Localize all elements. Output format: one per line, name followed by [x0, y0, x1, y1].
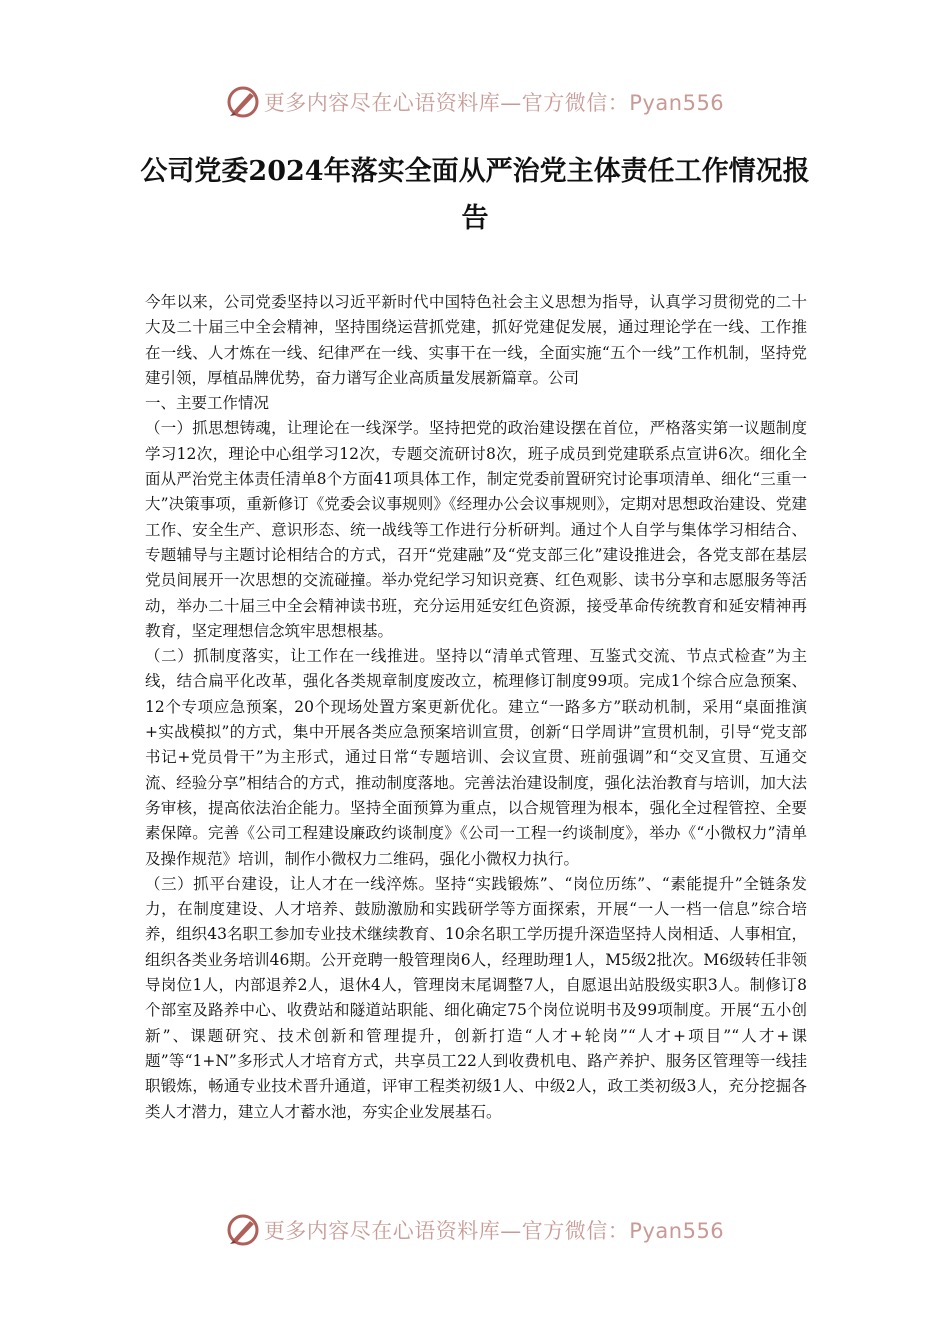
page-title: 公司党委2024年落实全面从严治党主体责任工作情况报告	[140, 156, 810, 234]
header-banner	[0, 80, 950, 124]
header-banner-text: 更多内容尽在心语资料库—官方微信：Pyan556	[263, 91, 725, 115]
paragraph-platform: （三）抓平台建设，让人才在一线淬炼。坚持“实践锻炼”、“岗位历练”、“素能提升”全链条发力，在制度建设、人才培养、鼓励激励和实践研学等方面探索，开展“一人一档一信息”综合培养，组织43名职工参加专业技术继续教育、10余名职工学历提升深造坚持人岗相适、人事相宜，组织各类业务培训46期。公开竞聘一般管理岗6人，经理助理1人，M5级2批次。M6级转任非领导岗位1人，内部退养2人，退休4人，管理岗末尾调整7人，自愿退出站股级实职3人。制修订8个部室及路养中心、收费站和隧道站职能、细化确定75个岗位说明书及99项制度。开展“五小创新”、课题研究、技术创新和管理提升，创新打造“人才+轮岗”“人才+项目”“人才+课题”等“1+N”多形式人才培育方式，共享员工22人到收费机电、路产养护、服务区管理等一线挂职锻炼，畅通专业技术晋升通道，评审工程类初级1人、中级2人，政工类初级3人，充分挖掘各类人才潜力，建立人才蓄水池，夯实企业发展基石。	[145, 874, 807, 1121]
pen-logo-icon	[226, 1213, 260, 1247]
paragraph-thought: （一）抓思想铸魂，让理论在一线深学。坚持把党的政治建设摆在首位，严格落实第一议题制度学习12次，理论中心组学习12次，专题交流研讨8次，班子成员到党建联系点宣讲6次。细化全面从严治党主体责任清单8个方面41项具体工作，制定党委前置研究讨论事项清单、细化“三重一大”决策事项，重新修订《党委会议事规则》《经理办公会议事规则》，定期对思想政治建设、党建工作、安全生产、意识形态、统一战线等工作进行分析研判。通过个人自学与集体学习相结合、专题辅导与主题讨论相结合的方式，召开“党建融”及“党支部三化”建设推进会，各党支部在基层党员间展开一次思想的交流碰撞。举办党纪学习知识竞赛、红色观影、读书分享和志愿服务等活动，举办二十届三中全会精神读书班，充分运用延安红色资源，接受革命传统教育和延安精神再教育，坚定理想信念筑牢思想根基。	[145, 419, 807, 640]
paragraph-system: （二）抓制度落实，让工作在一线推进。坚持以“清单式管理、互鉴式交流、节点式检查”为主线，结合扁平化改革，强化各类规章制度废改立，梳理修订制度99项。完成1个综合应急预案、12个专项应急预案，20个现场处置方案更新优化。建立“一路多方”联动机制，采用“桌面推演+实战模拟”的方式，集中开展各类应急预案培训宣贯，创新“日学周讲”宣贯机制，引导“党支部书记+党员骨干”为主形式，通过日常“专题培训、会议宣贯、班前强调”和“交叉宣贯、互通交流、经验分享”相结合的方式，推动制度落地。完善法治建设制度，强化法治教育与培训，加大法务审核，提高依法治企能力。坚持全面预算为重点，以合规管理为根本，强化全过程管控、全要素保障。完善《公司工程建设廉政约谈制度》《公司一工程一约谈制度》，举办《“小微权力”清单及操作规范》培训，制作小微权力二维码，强化小微权力执行。	[145, 647, 807, 868]
footer-banner-text: 更多内容尽在心语资料库—官方微信：Pyan556	[263, 1219, 725, 1243]
pen-logo-icon	[226, 85, 260, 119]
report-body	[145, 290, 807, 1125]
footer-banner	[0, 1208, 950, 1252]
section-heading: 一、主要工作情况	[145, 394, 270, 413]
intro-paragraph: 今年以来，公司党委坚持以习近平新时代中国特色社会主义思想为指导，认真学习贯彻党的二十大及二十届三中全会精神，坚持围绕运营抓党建，抓好党建促发展，通过理论学在一线、工作推在一线、人才炼在一线、纪律严在一线、实事干在一线，全面实施“五个一线”工作机制，坚持党建引领，厚植品牌优势，奋力谱写企业高质量发展新篇章。公司	[145, 293, 807, 387]
